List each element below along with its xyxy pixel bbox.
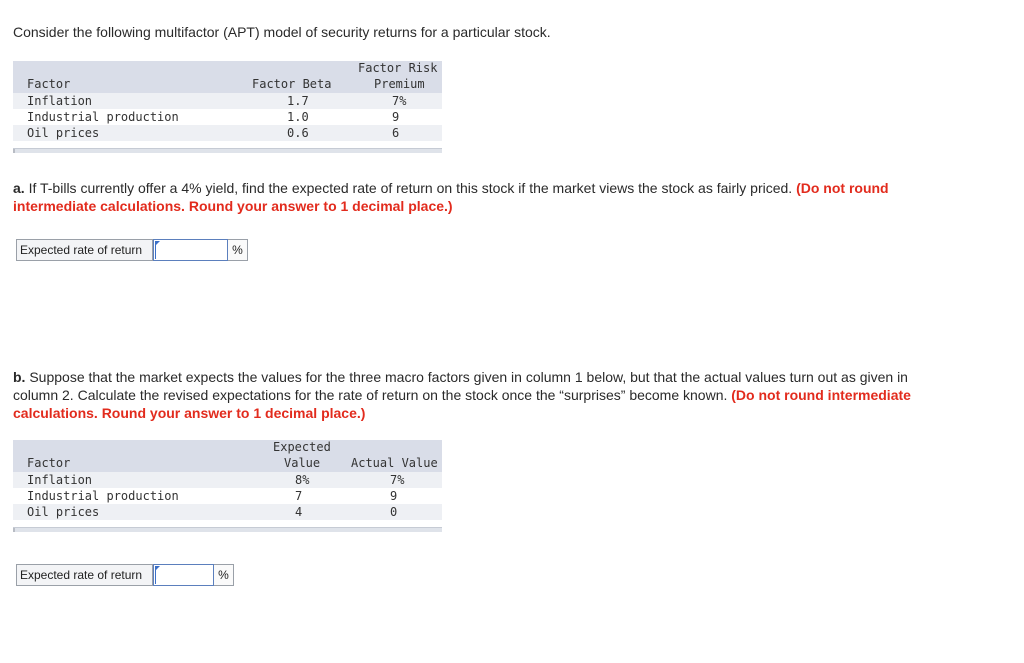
input-caret	[155, 241, 156, 259]
premium-cell: 7%	[392, 94, 407, 108]
percent-unit-b: %	[214, 564, 234, 586]
factor-cell: Inflation	[27, 473, 93, 487]
table-bottom-rule	[13, 527, 442, 532]
actual-cell: 0	[390, 505, 398, 519]
table-row	[13, 472, 442, 488]
part-b-answer-row	[16, 564, 234, 586]
part-a-text: If T-bills currently offer a 4% yield, find the expected rate of return on this stock if the market views the stock as fairly priced.	[24, 180, 797, 196]
premium-cell: 9	[392, 110, 400, 124]
factor-cell: Industrial production	[27, 110, 179, 124]
beta-cell: 1.7	[287, 94, 309, 108]
factor-cell: Oil prices	[27, 505, 100, 519]
part-a-label: a.	[13, 180, 25, 196]
header-actual-value: Actual Value	[351, 456, 438, 470]
expected-return-label-b: Expected rate of return	[16, 564, 153, 586]
part-a-question	[13, 179, 913, 215]
table-row	[13, 125, 442, 141]
actual-cell: 9	[390, 489, 398, 503]
part-b-question	[13, 368, 913, 422]
table-row	[13, 93, 442, 109]
part-a-instruction: (Do not round intermediate calculations. Round your answer to 1 decimal place.)	[13, 180, 889, 214]
header-premium-line1: Factor Risk	[358, 61, 438, 75]
table-row	[13, 488, 442, 504]
header-factor: Factor	[27, 456, 71, 470]
part-b-instruction: (Do not round intermediate calculations. Round your answer to 1 decimal place.)	[13, 387, 911, 421]
header-premium-line2: Premium	[374, 77, 425, 91]
factor-cell: Oil prices	[27, 126, 100, 140]
table-bottom-rule	[13, 148, 442, 153]
table-row	[13, 504, 442, 520]
beta-cell: 0.6	[287, 126, 309, 140]
expected-return-label-a: Expected rate of return	[16, 239, 153, 261]
factor-cell: Industrial production	[27, 489, 179, 503]
expected-actual-table	[13, 440, 442, 520]
expected-return-input-a[interactable]	[153, 239, 228, 261]
header-expected-line1: Expected	[273, 440, 331, 454]
expected-return-input-b[interactable]	[153, 564, 214, 586]
table-row	[13, 109, 442, 125]
beta-cell: 1.0	[287, 110, 309, 124]
part-b-label: b.	[13, 369, 26, 385]
header-factor: Factor	[27, 77, 71, 91]
part-a-answer-row	[16, 239, 248, 261]
factor-beta-table	[13, 61, 442, 141]
input-caret	[155, 566, 156, 584]
header-factor-beta: Factor Beta	[252, 77, 332, 91]
intro-text: Consider the following multifactor (APT) model of security returns for a particular stock.	[13, 24, 551, 40]
expected-cell: 7	[295, 489, 303, 503]
expected-cell: 8%	[295, 473, 310, 487]
part-b-text: Suppose that the market expects the values for the three macro factors given in column 1 below, but that the actual values turn out as given in column 2. Calculate the revised expectations for the rate of return on the stock once the “surprises” become known.	[13, 369, 908, 403]
premium-cell: 6	[392, 126, 400, 140]
percent-unit-a: %	[228, 239, 248, 261]
table-body	[13, 93, 442, 141]
expected-cell: 4	[295, 505, 303, 519]
header-expected-line2: Value	[284, 456, 321, 470]
factor-cell: Inflation	[27, 94, 93, 108]
table-header	[13, 440, 442, 472]
actual-cell: 7%	[390, 473, 405, 487]
table-body	[13, 472, 442, 520]
table-header	[13, 61, 442, 93]
